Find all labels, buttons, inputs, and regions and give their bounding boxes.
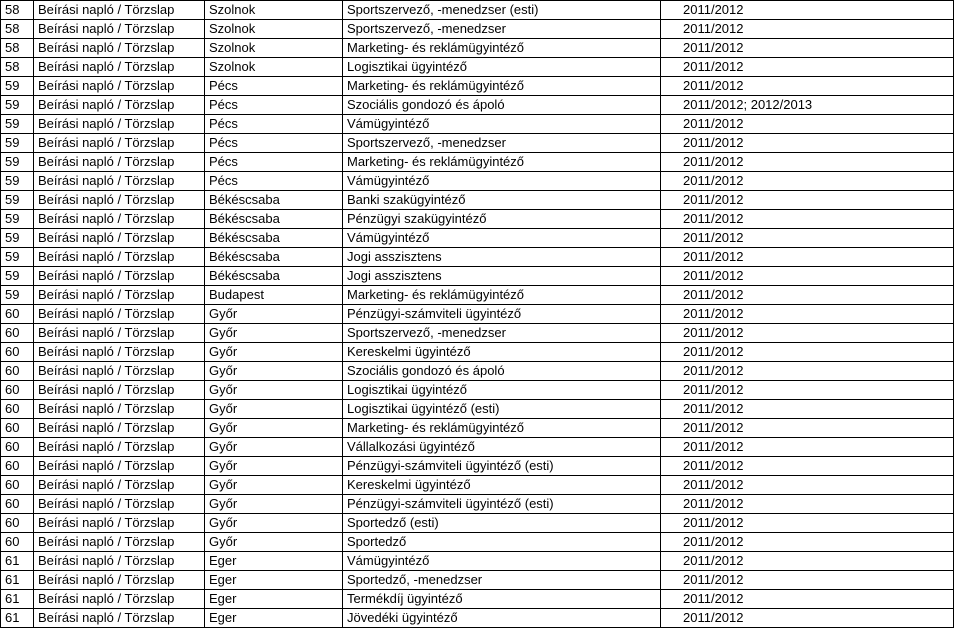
city-cell: Pécs (205, 153, 343, 172)
school-year-cell: 2011/2012 (661, 495, 954, 514)
qualification-cell: Vámügyintéző (343, 172, 661, 191)
table-row (1, 552, 954, 571)
city-cell: Győr (205, 419, 343, 438)
table-row (1, 115, 954, 134)
school-year-cell: 2011/2012 (661, 1, 954, 20)
city-cell: Békéscsaba (205, 210, 343, 229)
qualification-cell: Pénzügyi szakügyintéző (343, 210, 661, 229)
qualification-cell: Sportedző (esti) (343, 514, 661, 533)
qualification-cell: Jogi asszisztens (343, 267, 661, 286)
school-year-cell: 2011/2012 (661, 381, 954, 400)
city-cell: Eger (205, 552, 343, 571)
qualification-cell: Logisztikai ügyintéző (esti) (343, 400, 661, 419)
city-cell: Békéscsaba (205, 267, 343, 286)
page-number-cell: 58 (1, 1, 34, 20)
records-table-body (1, 1, 954, 628)
school-year-cell: 2011/2012 (661, 609, 954, 628)
school-year-cell: 2011/2012; 2012/2013 (661, 96, 954, 115)
school-year-cell: 2011/2012 (661, 552, 954, 571)
document-type-cell: Beírási napló / Törzslap (34, 590, 205, 609)
qualification-cell: Marketing- és reklámügyintéző (343, 286, 661, 305)
city-cell: Szolnok (205, 20, 343, 39)
document-type-cell: Beírási napló / Törzslap (34, 191, 205, 210)
page-number-cell: 59 (1, 115, 34, 134)
table-row (1, 58, 954, 77)
qualification-cell: Jövedéki ügyintéző (343, 609, 661, 628)
table-row (1, 476, 954, 495)
school-year-cell: 2011/2012 (661, 438, 954, 457)
qualification-cell: Vámügyintéző (343, 552, 661, 571)
city-cell: Pécs (205, 115, 343, 134)
qualification-cell: Logisztikai ügyintéző (343, 381, 661, 400)
table-row (1, 248, 954, 267)
table-row (1, 96, 954, 115)
city-cell: Győr (205, 343, 343, 362)
page-number-cell: 59 (1, 267, 34, 286)
city-cell: Szolnok (205, 39, 343, 58)
qualification-cell: Sportszervező, -menedzser (esti) (343, 1, 661, 20)
school-year-cell: 2011/2012 (661, 229, 954, 248)
document-type-cell: Beírási napló / Törzslap (34, 1, 205, 20)
qualification-cell: Marketing- és reklámügyintéző (343, 77, 661, 96)
table-row (1, 134, 954, 153)
document-type-cell: Beírási napló / Törzslap (34, 362, 205, 381)
qualification-cell: Sportszervező, -menedzser (343, 324, 661, 343)
school-year-cell: 2011/2012 (661, 134, 954, 153)
city-cell: Pécs (205, 77, 343, 96)
qualification-cell: Sportszervező, -menedzser (343, 20, 661, 39)
city-cell: Pécs (205, 96, 343, 115)
document-type-cell: Beírási napló / Törzslap (34, 96, 205, 115)
document-type-cell: Beírási napló / Törzslap (34, 115, 205, 134)
document-type-cell: Beírási napló / Törzslap (34, 172, 205, 191)
school-year-cell: 2011/2012 (661, 457, 954, 476)
city-cell: Eger (205, 609, 343, 628)
city-cell: Győr (205, 457, 343, 476)
table-row (1, 400, 954, 419)
table-row (1, 77, 954, 96)
school-year-cell: 2011/2012 (661, 514, 954, 533)
city-cell: Győr (205, 533, 343, 552)
school-year-cell: 2011/2012 (661, 362, 954, 381)
table-row (1, 381, 954, 400)
page-number-cell: 59 (1, 172, 34, 191)
page-number-cell: 60 (1, 438, 34, 457)
qualification-cell: Vámügyintéző (343, 229, 661, 248)
document-type-cell: Beírási napló / Törzslap (34, 476, 205, 495)
document-type-cell: Beírási napló / Törzslap (34, 381, 205, 400)
qualification-cell: Marketing- és reklámügyintéző (343, 39, 661, 58)
qualification-cell: Vállalkozási ügyintéző (343, 438, 661, 457)
table-row (1, 1, 954, 20)
page-number-cell: 60 (1, 400, 34, 419)
city-cell: Győr (205, 305, 343, 324)
document-type-cell: Beírási napló / Törzslap (34, 438, 205, 457)
document-type-cell: Beírási napló / Törzslap (34, 39, 205, 58)
school-year-cell: 2011/2012 (661, 590, 954, 609)
document-type-cell: Beírási napló / Törzslap (34, 514, 205, 533)
page-number-cell: 59 (1, 134, 34, 153)
table-row (1, 229, 954, 248)
qualification-cell: Vámügyintéző (343, 115, 661, 134)
document-type-cell: Beírási napló / Törzslap (34, 343, 205, 362)
table-row (1, 191, 954, 210)
table-row (1, 324, 954, 343)
document-type-cell: Beírási napló / Törzslap (34, 324, 205, 343)
city-cell: Pécs (205, 134, 343, 153)
qualification-cell: Termékdíj ügyintéző (343, 590, 661, 609)
table-row (1, 419, 954, 438)
page-number-cell: 61 (1, 590, 34, 609)
document-type-cell: Beírási napló / Törzslap (34, 286, 205, 305)
document-type-cell: Beírási napló / Törzslap (34, 495, 205, 514)
document-type-cell: Beírási napló / Törzslap (34, 229, 205, 248)
table-row (1, 514, 954, 533)
school-year-cell: 2011/2012 (661, 191, 954, 210)
city-cell: Eger (205, 590, 343, 609)
page-number-cell: 60 (1, 324, 34, 343)
school-year-cell: 2011/2012 (661, 77, 954, 96)
city-cell: Győr (205, 438, 343, 457)
city-cell: Budapest (205, 286, 343, 305)
page-number-cell: 59 (1, 210, 34, 229)
qualification-cell: Szociális gondozó és ápoló (343, 96, 661, 115)
school-year-cell: 2011/2012 (661, 400, 954, 419)
table-row (1, 495, 954, 514)
school-year-cell: 2011/2012 (661, 172, 954, 191)
table-row (1, 39, 954, 58)
city-cell: Pécs (205, 172, 343, 191)
document-type-cell: Beírási napló / Törzslap (34, 210, 205, 229)
qualification-cell: Szociális gondozó és ápoló (343, 362, 661, 381)
school-year-cell: 2011/2012 (661, 324, 954, 343)
qualification-cell: Sportedző, -menedzser (343, 571, 661, 590)
qualification-cell: Marketing- és reklámügyintéző (343, 419, 661, 438)
qualification-cell: Jogi asszisztens (343, 248, 661, 267)
school-year-cell: 2011/2012 (661, 343, 954, 362)
qualification-cell: Sportszervező, -menedzser (343, 134, 661, 153)
page-number-cell: 60 (1, 476, 34, 495)
page-number-cell: 60 (1, 495, 34, 514)
document-type-cell: Beírási napló / Törzslap (34, 533, 205, 552)
document-type-cell: Beírási napló / Törzslap (34, 77, 205, 96)
qualification-cell: Pénzügyi-számviteli ügyintéző (343, 305, 661, 324)
page-number-cell: 59 (1, 248, 34, 267)
city-cell: Szolnok (205, 1, 343, 20)
table-row (1, 153, 954, 172)
page-number-cell: 59 (1, 153, 34, 172)
qualification-cell: Logisztikai ügyintéző (343, 58, 661, 77)
city-cell: Szolnok (205, 58, 343, 77)
school-year-cell: 2011/2012 (661, 267, 954, 286)
page-number-cell: 60 (1, 305, 34, 324)
document-type-cell: Beírási napló / Törzslap (34, 267, 205, 286)
city-cell: Győr (205, 476, 343, 495)
table-row (1, 210, 954, 229)
city-cell: Győr (205, 362, 343, 381)
table-row (1, 305, 954, 324)
page-number-cell: 59 (1, 286, 34, 305)
qualification-cell: Kereskelmi ügyintéző (343, 476, 661, 495)
school-year-cell: 2011/2012 (661, 210, 954, 229)
school-year-cell: 2011/2012 (661, 476, 954, 495)
city-cell: Békéscsaba (205, 229, 343, 248)
school-year-cell: 2011/2012 (661, 533, 954, 552)
page-number-cell: 58 (1, 58, 34, 77)
page-number-cell: 60 (1, 457, 34, 476)
city-cell: Békéscsaba (205, 191, 343, 210)
city-cell: Győr (205, 514, 343, 533)
page-number-cell: 60 (1, 381, 34, 400)
school-year-cell: 2011/2012 (661, 39, 954, 58)
school-year-cell: 2011/2012 (661, 248, 954, 267)
school-year-cell: 2011/2012 (661, 571, 954, 590)
page-number-cell: 61 (1, 552, 34, 571)
school-year-cell: 2011/2012 (661, 20, 954, 39)
page-number-cell: 59 (1, 96, 34, 115)
document-type-cell: Beírási napló / Törzslap (34, 58, 205, 77)
page-number-cell: 60 (1, 514, 34, 533)
city-cell: Győr (205, 381, 343, 400)
table-row (1, 609, 954, 628)
city-cell: Győr (205, 400, 343, 419)
document-type-cell: Beírási napló / Törzslap (34, 134, 205, 153)
document-type-cell: Beírási napló / Törzslap (34, 305, 205, 324)
document-type-cell: Beírási napló / Törzslap (34, 400, 205, 419)
table-row (1, 533, 954, 552)
page-number-cell: 60 (1, 343, 34, 362)
page-number-cell: 61 (1, 571, 34, 590)
qualification-cell: Kereskelmi ügyintéző (343, 343, 661, 362)
table-row (1, 571, 954, 590)
school-year-cell: 2011/2012 (661, 286, 954, 305)
document-type-cell: Beírási napló / Törzslap (34, 153, 205, 172)
document-type-cell: Beírási napló / Törzslap (34, 419, 205, 438)
document-type-cell: Beírási napló / Törzslap (34, 571, 205, 590)
school-year-cell: 2011/2012 (661, 58, 954, 77)
page-number-cell: 60 (1, 533, 34, 552)
qualification-cell: Marketing- és reklámügyintéző (343, 153, 661, 172)
document-type-cell: Beírási napló / Törzslap (34, 552, 205, 571)
page-number-cell: 59 (1, 77, 34, 96)
school-year-cell: 2011/2012 (661, 153, 954, 172)
city-cell: Békéscsaba (205, 248, 343, 267)
school-year-cell: 2011/2012 (661, 305, 954, 324)
document-type-cell: Beírási napló / Törzslap (34, 20, 205, 39)
city-cell: Győr (205, 495, 343, 514)
table-row (1, 286, 954, 305)
page-number-cell: 60 (1, 419, 34, 438)
table-row (1, 20, 954, 39)
page-number-cell: 59 (1, 229, 34, 248)
qualification-cell: Pénzügyi-számviteli ügyintéző (esti) (343, 457, 661, 476)
document-type-cell: Beírási napló / Törzslap (34, 457, 205, 476)
document-type-cell: Beírási napló / Törzslap (34, 248, 205, 267)
city-cell: Győr (205, 324, 343, 343)
qualification-cell: Banki szakügyintéző (343, 191, 661, 210)
page-number-cell: 61 (1, 609, 34, 628)
school-year-cell: 2011/2012 (661, 115, 954, 134)
table-row (1, 267, 954, 286)
qualification-cell: Pénzügyi-számviteli ügyintéző (esti) (343, 495, 661, 514)
table-row (1, 457, 954, 476)
page-number-cell: 58 (1, 39, 34, 58)
table-row (1, 362, 954, 381)
page-number-cell: 60 (1, 362, 34, 381)
table-row (1, 590, 954, 609)
document-type-cell: Beírási napló / Törzslap (34, 609, 205, 628)
school-year-cell: 2011/2012 (661, 419, 954, 438)
page-number-cell: 59 (1, 191, 34, 210)
table-row (1, 343, 954, 362)
page-number-cell: 58 (1, 20, 34, 39)
city-cell: Eger (205, 571, 343, 590)
table-row (1, 438, 954, 457)
table-row (1, 172, 954, 191)
qualification-cell: Sportedző (343, 533, 661, 552)
